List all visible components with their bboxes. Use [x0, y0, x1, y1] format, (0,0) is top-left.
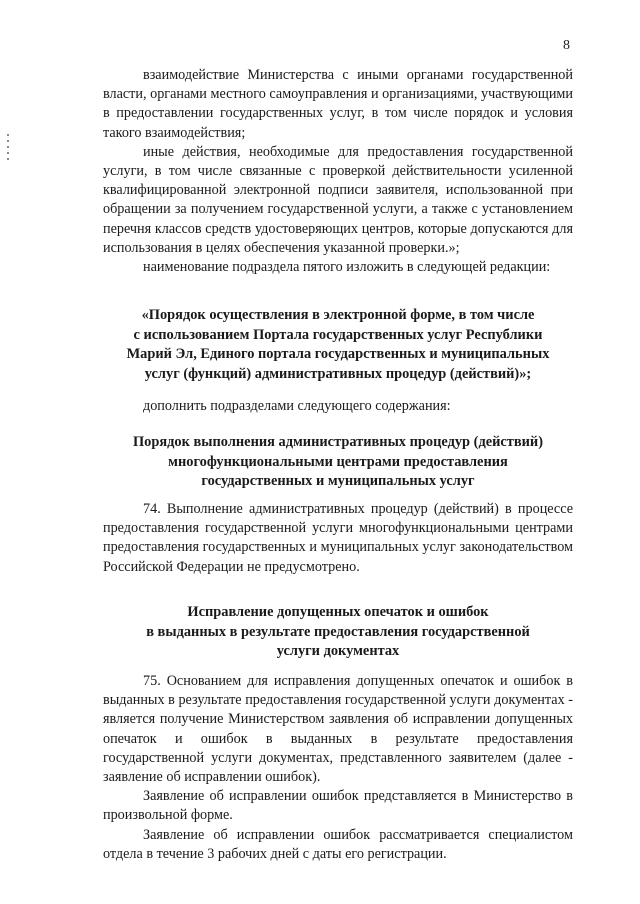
paragraph: Заявление об исправлении ошибок рассматривается специалистом отдела в течение 3 рабочих дней с даты его регистрации.	[103, 826, 573, 862]
heading-line: с использованием Портала государственных услуг Республики	[133, 326, 543, 343]
heading-line: многофункциональными центрами предоставления	[168, 453, 508, 470]
section-heading-corrections	[103, 603, 573, 662]
text-block-75	[103, 672, 573, 864]
heading-line: Марий Эл, Единого портала государственных и муниципальных	[126, 346, 550, 362]
heading-line: Исправление допущенных опечаток и ошибок	[187, 604, 489, 620]
text-block-instruction	[103, 397, 573, 416]
paragraph: Заявление об исправлении ошибок представляется в Министерство в произвольной форме.	[103, 788, 573, 824]
section-heading-electronic	[103, 306, 573, 384]
heading-line: в выданных в результате предоставления государственной	[146, 623, 530, 640]
text-block-74	[103, 500, 573, 577]
paragraph-75: 75. Основанием для исправления допущенных опечаток и ошибок в выданных в результате предоставления государственной услуги документах - является получение Министерством заявления об исправлении допущенных опечаток и ошибок в выданных в результате предоставления государственной услуги документах, представленного заявителем (далее - заявление об исправлении ошибок).	[103, 673, 573, 786]
heading-line: «Порядок осуществления в электронной форме, в том числе	[141, 307, 535, 323]
heading-line: государственных и муниципальных услуг	[201, 473, 475, 489]
paragraph: дополнить подразделами следующего содержания:	[143, 398, 451, 414]
heading-line: услуги документах	[276, 643, 400, 659]
heading-line: Порядок выполнения административных процедур (действий)	[132, 434, 544, 450]
heading-line: услуг (функций) административных процедур (действий)»;	[144, 365, 532, 382]
paragraph: взаимодействие Министерства с иными органами государственной власти, органами местного самоуправления и организациями, участвующими в предоставлении государственных услуг, в том числе порядок и условия такого взаимодействия;	[103, 67, 573, 141]
text-block-intro	[103, 66, 573, 277]
paragraph-74: 74. Выполнение административных процедур (действий) в процессе предоставления государственной услуги многофункциональными центрами предоставления государственных и муниципальных услуг законодательством Российской Федерации не предусмотрено.	[103, 501, 573, 575]
page-number: 8	[563, 38, 570, 53]
paragraph: иные действия, необходимые для предоставления государственной услуги, в том числе связанные с проверкой действительности усиленной квалифицированной электронной подписи заявителя, использованной при обращении за получением государственной услуги, а также с установлением перечня классов средств удостоверяющих центров, которые допускаются для использования в целях обеспечения указанной проверки.»;	[103, 143, 573, 256]
margin-mark	[7, 134, 9, 162]
paragraph: наименование подраздела пятого изложить в следующей редакции:	[143, 259, 551, 276]
section-heading-mfc	[103, 433, 573, 492]
